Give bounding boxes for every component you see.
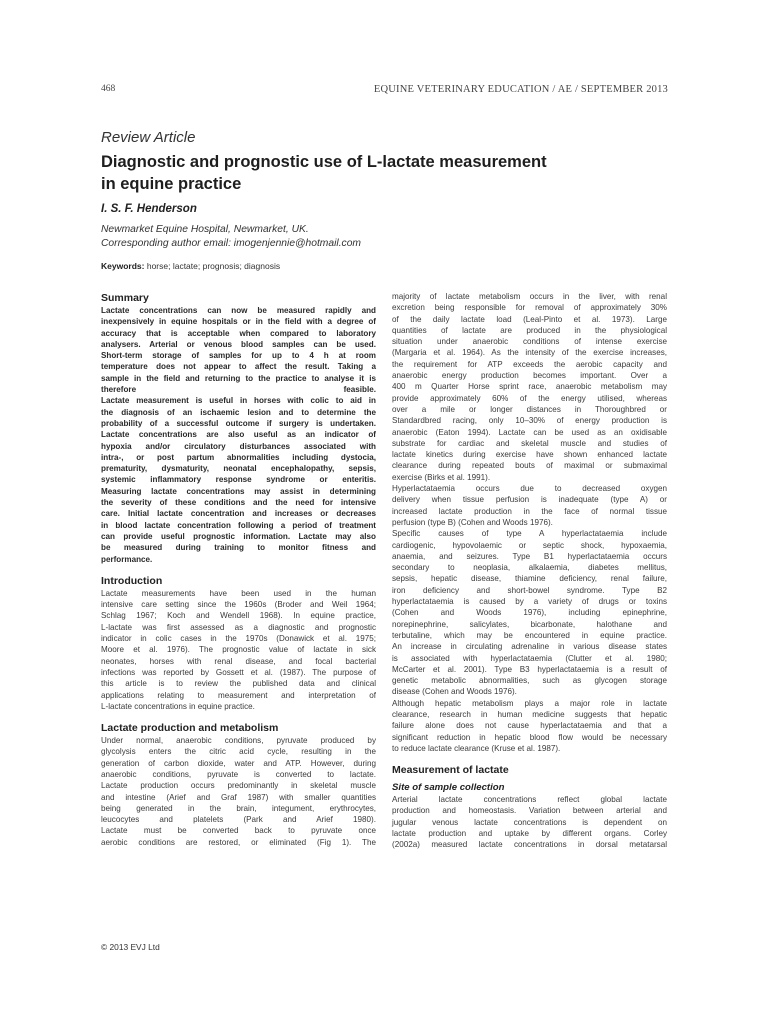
text-line: hyperlactataemia is caused by a variety of drugs or toxins — [392, 597, 667, 607]
keywords — [101, 261, 280, 271]
text-line: quantities of lactate are produced in the physiological — [392, 325, 667, 335]
text-line: sepsis, hepatic disease, thiamine deficiency, renal failure, — [392, 574, 667, 584]
running-head: EQUINE VETERINARY EDUCATION / AE / SEPTEMBER 2013 — [373, 84, 668, 95]
text-line: Arterial lactate concentrations reflect global lactate — [392, 795, 667, 805]
text-line: Lactate concentrations can now be measured rapidly and — [101, 306, 376, 315]
causes-paragraph — [392, 528, 667, 697]
summary-heading: Summary — [101, 292, 149, 304]
text-line: delivery when tissue perfusion is inadequate (type A) or — [392, 495, 667, 505]
affiliation-line: Corresponding author email: imogenjennie@hotmail.com — [101, 237, 362, 249]
text-line: systemic inflammatory response syndrome or enteritis. — [101, 475, 376, 485]
text-line: glycolysis enters the citric acid cycle, resulting in the — [101, 747, 376, 757]
text-line: 400 m Quarter Horse sprint race, anaerobic metabolism may — [392, 382, 667, 392]
text-line: neonates, horses with renal disease, and focal bacterial — [101, 656, 376, 666]
copyright-footer: © 2013 EVJ Ltd — [101, 942, 160, 952]
text-line: over a mile or longer distances in Thoroughbred or — [392, 404, 667, 414]
text-line: exercise (Birks et al. 1991). — [392, 472, 491, 482]
text-line: accuracy that is acceptable when compared to laboratory — [101, 328, 376, 338]
text-line: temperature does not appear to affect the result. Taking a — [101, 362, 376, 372]
left-column — [101, 291, 376, 848]
text-line: Schlag 1967; Koch and Wendell 1968). In equine practice, — [101, 611, 376, 621]
text-line: lactate kinetics during exercise have shown enhanced lactate — [392, 450, 667, 460]
text-line: Measuring lactate concentrations may assist in determining — [101, 486, 376, 496]
text-line: genetic metabolic abnormalities, such as glycogen storage — [392, 676, 667, 686]
text-line: (2002a) measured lactate concentrations in dorsal metatarsal — [392, 840, 667, 850]
text-line: norepinephrine, salicylates, bicarbonate, halothane and — [392, 619, 667, 629]
introduction-body — [101, 588, 376, 712]
text-line: this article is to review the published data and clinical — [101, 679, 376, 689]
text-line: failure alone does not cause hyperlactataemia and that a — [392, 721, 667, 731]
article-title — [101, 151, 621, 195]
text-line: Standardbred racing, only 10–30% of energy production is — [392, 416, 667, 426]
text-line: secondary to neoplasia, alkalaemia, diabetes mellitus, — [392, 563, 667, 573]
text-line: can provide useful prognostic information. Lactate may also — [101, 531, 376, 541]
text-line: (Cohen and Woods 1976), including epinephrine, — [392, 608, 667, 618]
text-line: in blood lactate concentration following a period of treatment — [101, 520, 376, 530]
text-line: being generated in the brain, integument, erythrocytes, — [101, 803, 376, 813]
affiliation — [101, 223, 361, 250]
text-line: Lactate measurements have been used in the human — [101, 588, 376, 598]
text-line: anaerobic energy production becomes important. Over a — [392, 371, 667, 381]
title-line: Diagnostic and prognostic use of L-lactate measurement — [101, 153, 547, 171]
text-line: Although hepatic metabolism plays a major role in lactate — [392, 698, 667, 708]
text-line: situation under anaerobic conditions of intense exercise — [392, 337, 667, 347]
text-line: McCarter et al. 2001). Type B3 hyperlactataemia is a result of — [392, 664, 667, 674]
text-line: Specific causes of type A hyperlactataemia include — [392, 529, 667, 539]
text-line: is associated with hyperlactataemia (Clutter et al. 1980; — [392, 653, 667, 663]
text-line: Under normal, anaerobic conditions, pyruvate produced by — [101, 736, 376, 746]
text-line: Lactate concentrations are also useful as an indicator of — [101, 430, 376, 440]
text-line: substrate for cardiac and skeletal muscle and studies of — [392, 438, 667, 448]
production-body — [101, 735, 376, 848]
production-heading: Lactate production and metabolism — [101, 722, 279, 735]
text-line: disease (Cohen and Woods 1976). — [392, 687, 517, 697]
text-line: of the daily lactate load (Leal-Pinto et al. 1973). Large — [392, 314, 667, 324]
text-line: and intestine (Arief and Graf 1987) with smaller quantities — [101, 792, 376, 802]
text-line: provide approximately 60% of the energy utilised, whereas — [392, 393, 667, 403]
text-line: indicator in colic cases in the 1970s (Donawick et al. 1975; — [101, 634, 376, 644]
text-line: jugular venous lactate concentrations is dependent on — [392, 817, 667, 827]
text-line: leucocytes and platelets (Park and Arief 1980). — [101, 815, 376, 825]
hyperlactataemia-paragraph — [392, 483, 667, 528]
keywords-list: horse; lactate; prognosis; diagnosis — [146, 261, 281, 271]
right-column — [392, 291, 667, 851]
text-line: Hyperlactataemia occurs due to decreased oxygen — [392, 484, 667, 494]
text-line: Short-term storage of samples for up to 4 h at room — [101, 351, 376, 361]
text-line: hypoxia and/or circulatory disturbances associated with — [101, 441, 376, 451]
text-line: applications relating to measurement and interpretation of — [101, 690, 376, 700]
text-line: anaemia, and seizures. Type B1 hyperlactataemia occurs — [392, 551, 667, 561]
text-line: aerobic conditions are restored, or eliminated (Fig 1). The — [101, 837, 376, 847]
measurement-heading: Measurement of lactate — [392, 764, 509, 777]
text-line: clearance, research in human medicine suggests that hepatic — [392, 709, 667, 719]
page-number: 468 — [101, 84, 116, 94]
text-line: sample in the field and returning to the practice to analyse it is — [101, 373, 376, 383]
text-line: probability of a successful outcome if surgery is undertaken. — [101, 418, 376, 428]
text-line: intensive care setting since the 1960s (Broder and Weil 1964; — [101, 600, 376, 610]
text-line: terbutaline, which may be encountered in equine practice. — [392, 630, 667, 640]
text-line: Lactate measurement is useful in horses with colic to aid in — [101, 396, 376, 406]
text-line: therefore feasible. — [101, 385, 376, 395]
introduction-heading: Introduction — [101, 574, 163, 587]
text-line: to reduce lactate clearance (Kruse et al. 1987). — [392, 743, 561, 753]
text-line: anaerobic conditions, pyruvate is converted to lactate. — [101, 769, 376, 779]
affiliation-line: Newmarket Equine Hospital, Newmarket, UK. — [101, 224, 309, 235]
text-line: intra-, or post partum abnormalities including dystocia, — [101, 452, 376, 462]
text-line: significant reduction in hepatic blood flow would be necessary — [392, 732, 667, 742]
text-line: An increase in circulating adrenaline in various disease states — [392, 642, 667, 652]
text-line: Moore et al. 1976). The prognostic value of lactate in sick — [101, 645, 376, 655]
site-subheading: Site of sample collection — [392, 782, 505, 794]
metabolism-paragraph — [392, 291, 667, 483]
text-line: the diagnosis of an ischaemic lesion and to determine the — [101, 407, 376, 417]
text-line: prematurity, dysmaturity, neonatal encephalopathy, sepsis, — [101, 464, 376, 474]
text-line: Lactate production occurs predominantly in skeletal muscle — [101, 781, 376, 791]
text-line: increased lactate production in the face of normal tissue — [392, 506, 667, 516]
text-line: perfusion (type B) (Cohen and Woods 1976). — [392, 517, 553, 527]
keywords-label: Keywords: — [101, 261, 145, 271]
text-line: lactate production and uptake by different organs. Corley — [392, 829, 667, 839]
text-line: the requirement for ATP exceeds the aerobic capacity and — [392, 359, 667, 369]
sample-site-paragraph — [392, 794, 667, 850]
title-line: in equine practice — [101, 175, 242, 193]
text-line: the severity of these conditions and the need for intensive — [101, 498, 376, 508]
text-line: care. Initial lactate concentration and increases or decreases — [101, 509, 376, 519]
text-line: inexpensively in equine hospitals or in the field with a degree of — [101, 317, 376, 327]
text-line: clearance during repeated bouts of maximal or submaximal — [392, 461, 667, 471]
text-line: excretion being responsible for removal of approximately 30% — [392, 303, 667, 313]
text-line: L-lactate was first assessed as a diagnostic and prognostic — [101, 622, 376, 632]
text-line: analysers. Arterial or venous blood samples can be used. — [101, 339, 376, 349]
text-line: anaerobic (Eaton 1994). Lactate can be used as an oxidisable — [392, 427, 667, 437]
hepatic-paragraph — [392, 698, 667, 754]
text-line: L-lactate concentrations in equine practice. — [101, 701, 255, 711]
text-line: generation of carbon dioxide, water and ATP. However, during — [101, 758, 376, 768]
text-line: majority of lactate metabolism occurs in the liver, with renal — [392, 292, 667, 301]
text-line: infections was reported by Gossett et al. (1987). The purpose of — [101, 667, 376, 677]
text-line: production and homeostasis. Variation between arterial and — [392, 806, 667, 816]
text-line: be measured during training to monitor fitness and — [101, 543, 376, 553]
text-line: cardiogenic, hypovolaemic or septic shock, hypoxaemia, — [392, 540, 667, 550]
article-type: Review Article — [101, 129, 196, 146]
author: I. S. F. Henderson — [101, 203, 197, 215]
summary-body — [101, 305, 376, 565]
text-line: performance. — [101, 554, 153, 564]
text-line: Lactate must be converted back to pyruvate once — [101, 826, 376, 836]
text-line: iron deficiency and short-bowel syndrome. Type B2 — [392, 585, 667, 595]
text-line: (Margaria et al. 1964). As the intensity of the exercise increases, — [392, 348, 667, 358]
